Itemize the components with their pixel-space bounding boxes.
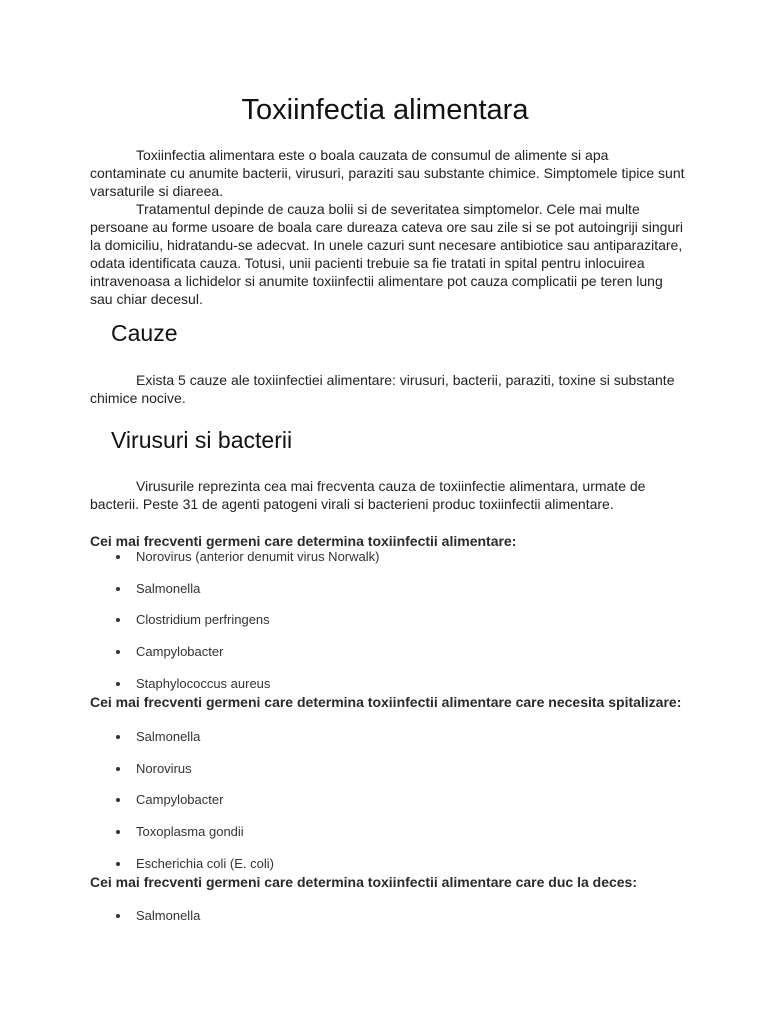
- list-common-germs: [90, 549, 379, 707]
- intro-paragraph-1: Toxiinfectia alimentara este o boala cauzata de consumul de alimente si apa contaminate cu anumite bacterii, virusuri, paraziti sau substante chimice. Simptomele tipice sunt varsaturile si diareea.: [90, 147, 685, 199]
- list-item-label: Campylobacter: [136, 644, 224, 660]
- viruses-paragraph: Virusurile reprezinta cea mai frecventa cauza de toxiinfectie alimentara, urmate de bacterii. Peste 31 de agenti patogeni virali si bacterieni produc toxiinfectii alimentare.: [90, 478, 646, 512]
- list-heading-common-germs: Cei mai frecventi germeni care determina toxiinfectii alimentare:: [90, 533, 517, 549]
- causes-paragraph: Exista 5 cauze ale toxiinfectiei alimentare: virusuri, bacterii, paraziti, toxine si substante chimice nocive.: [90, 372, 675, 406]
- bullet-icon: [116, 862, 120, 866]
- bullet-icon: [116, 767, 120, 771]
- page-title: Toxiinfectia alimentara: [241, 94, 529, 126]
- list-item: [90, 824, 274, 856]
- list-item-label: Campylobacter: [136, 792, 224, 808]
- list-item-label: Staphylococcus aureus: [136, 675, 271, 691]
- list-heading-death-germs: Cei mai frecventi germeni care determina toxiinfectii alimentare care duc la deces:: [90, 874, 638, 890]
- list-item-label: Norovirus: [136, 760, 192, 776]
- list-hospitalization-germs: [90, 729, 274, 887]
- bullet-icon: [116, 555, 120, 559]
- bullet-icon: [116, 914, 120, 918]
- list-item-label: Norovirus (anterior denumit virus Norwalk): [136, 549, 380, 564]
- list-item-label: Salmonella: [136, 729, 201, 744]
- list-item-label: Salmonella: [136, 580, 201, 596]
- list-item: [90, 761, 274, 793]
- list-item: [90, 581, 379, 613]
- bullet-icon: [116, 735, 120, 739]
- bullet-icon: [116, 682, 120, 686]
- list-item-label: Escherichia coli (E. coli): [136, 855, 274, 871]
- list-item: [90, 549, 379, 581]
- bullet-icon: [116, 650, 120, 654]
- section-heading-viruses: Virusuri si bacterii: [111, 427, 293, 453]
- section-heading-causes: Cauze: [111, 320, 178, 346]
- list-item: [90, 729, 274, 761]
- list-item-label: Salmonella: [136, 908, 201, 923]
- list-item: [90, 908, 200, 940]
- bullet-icon: [116, 798, 120, 802]
- intro-paragraph-2: Tratamentul depinde de cauza bolii si de severitatea simptomelor. Cele mai multe persoane au forme usoare de boala care dureaza cateva ore sau zile si se pot autoingriji singuri la domiciliu, hidratandu-se adecvat. In unele cazuri sunt necesare antibiotice sau antiparazitare, odata identificata cauza. Totusi, unii pacienti trebuie sa fie tratati in spital pentru inlocuirea intravenoasa a lichidelor si anumite toxiinfectii alimentare pot cauza complicatii pe teren lung sau chiar decesul.: [90, 201, 684, 307]
- list-item-label: Clostridium perfringens: [136, 612, 270, 628]
- list-item: [90, 644, 379, 676]
- list-death-germs: [90, 908, 200, 940]
- list-heading-hospitalization-germs: Cei mai frecventi germeni care determina toxiinfectii alimentare care necesita spitalizare:: [90, 694, 682, 710]
- bullet-icon: [116, 830, 120, 834]
- list-item: [90, 612, 379, 644]
- bullet-icon: [116, 618, 120, 622]
- bullet-icon: [116, 587, 120, 591]
- list-item: [90, 792, 274, 824]
- list-item-label: Toxoplasma gondii: [136, 824, 244, 840]
